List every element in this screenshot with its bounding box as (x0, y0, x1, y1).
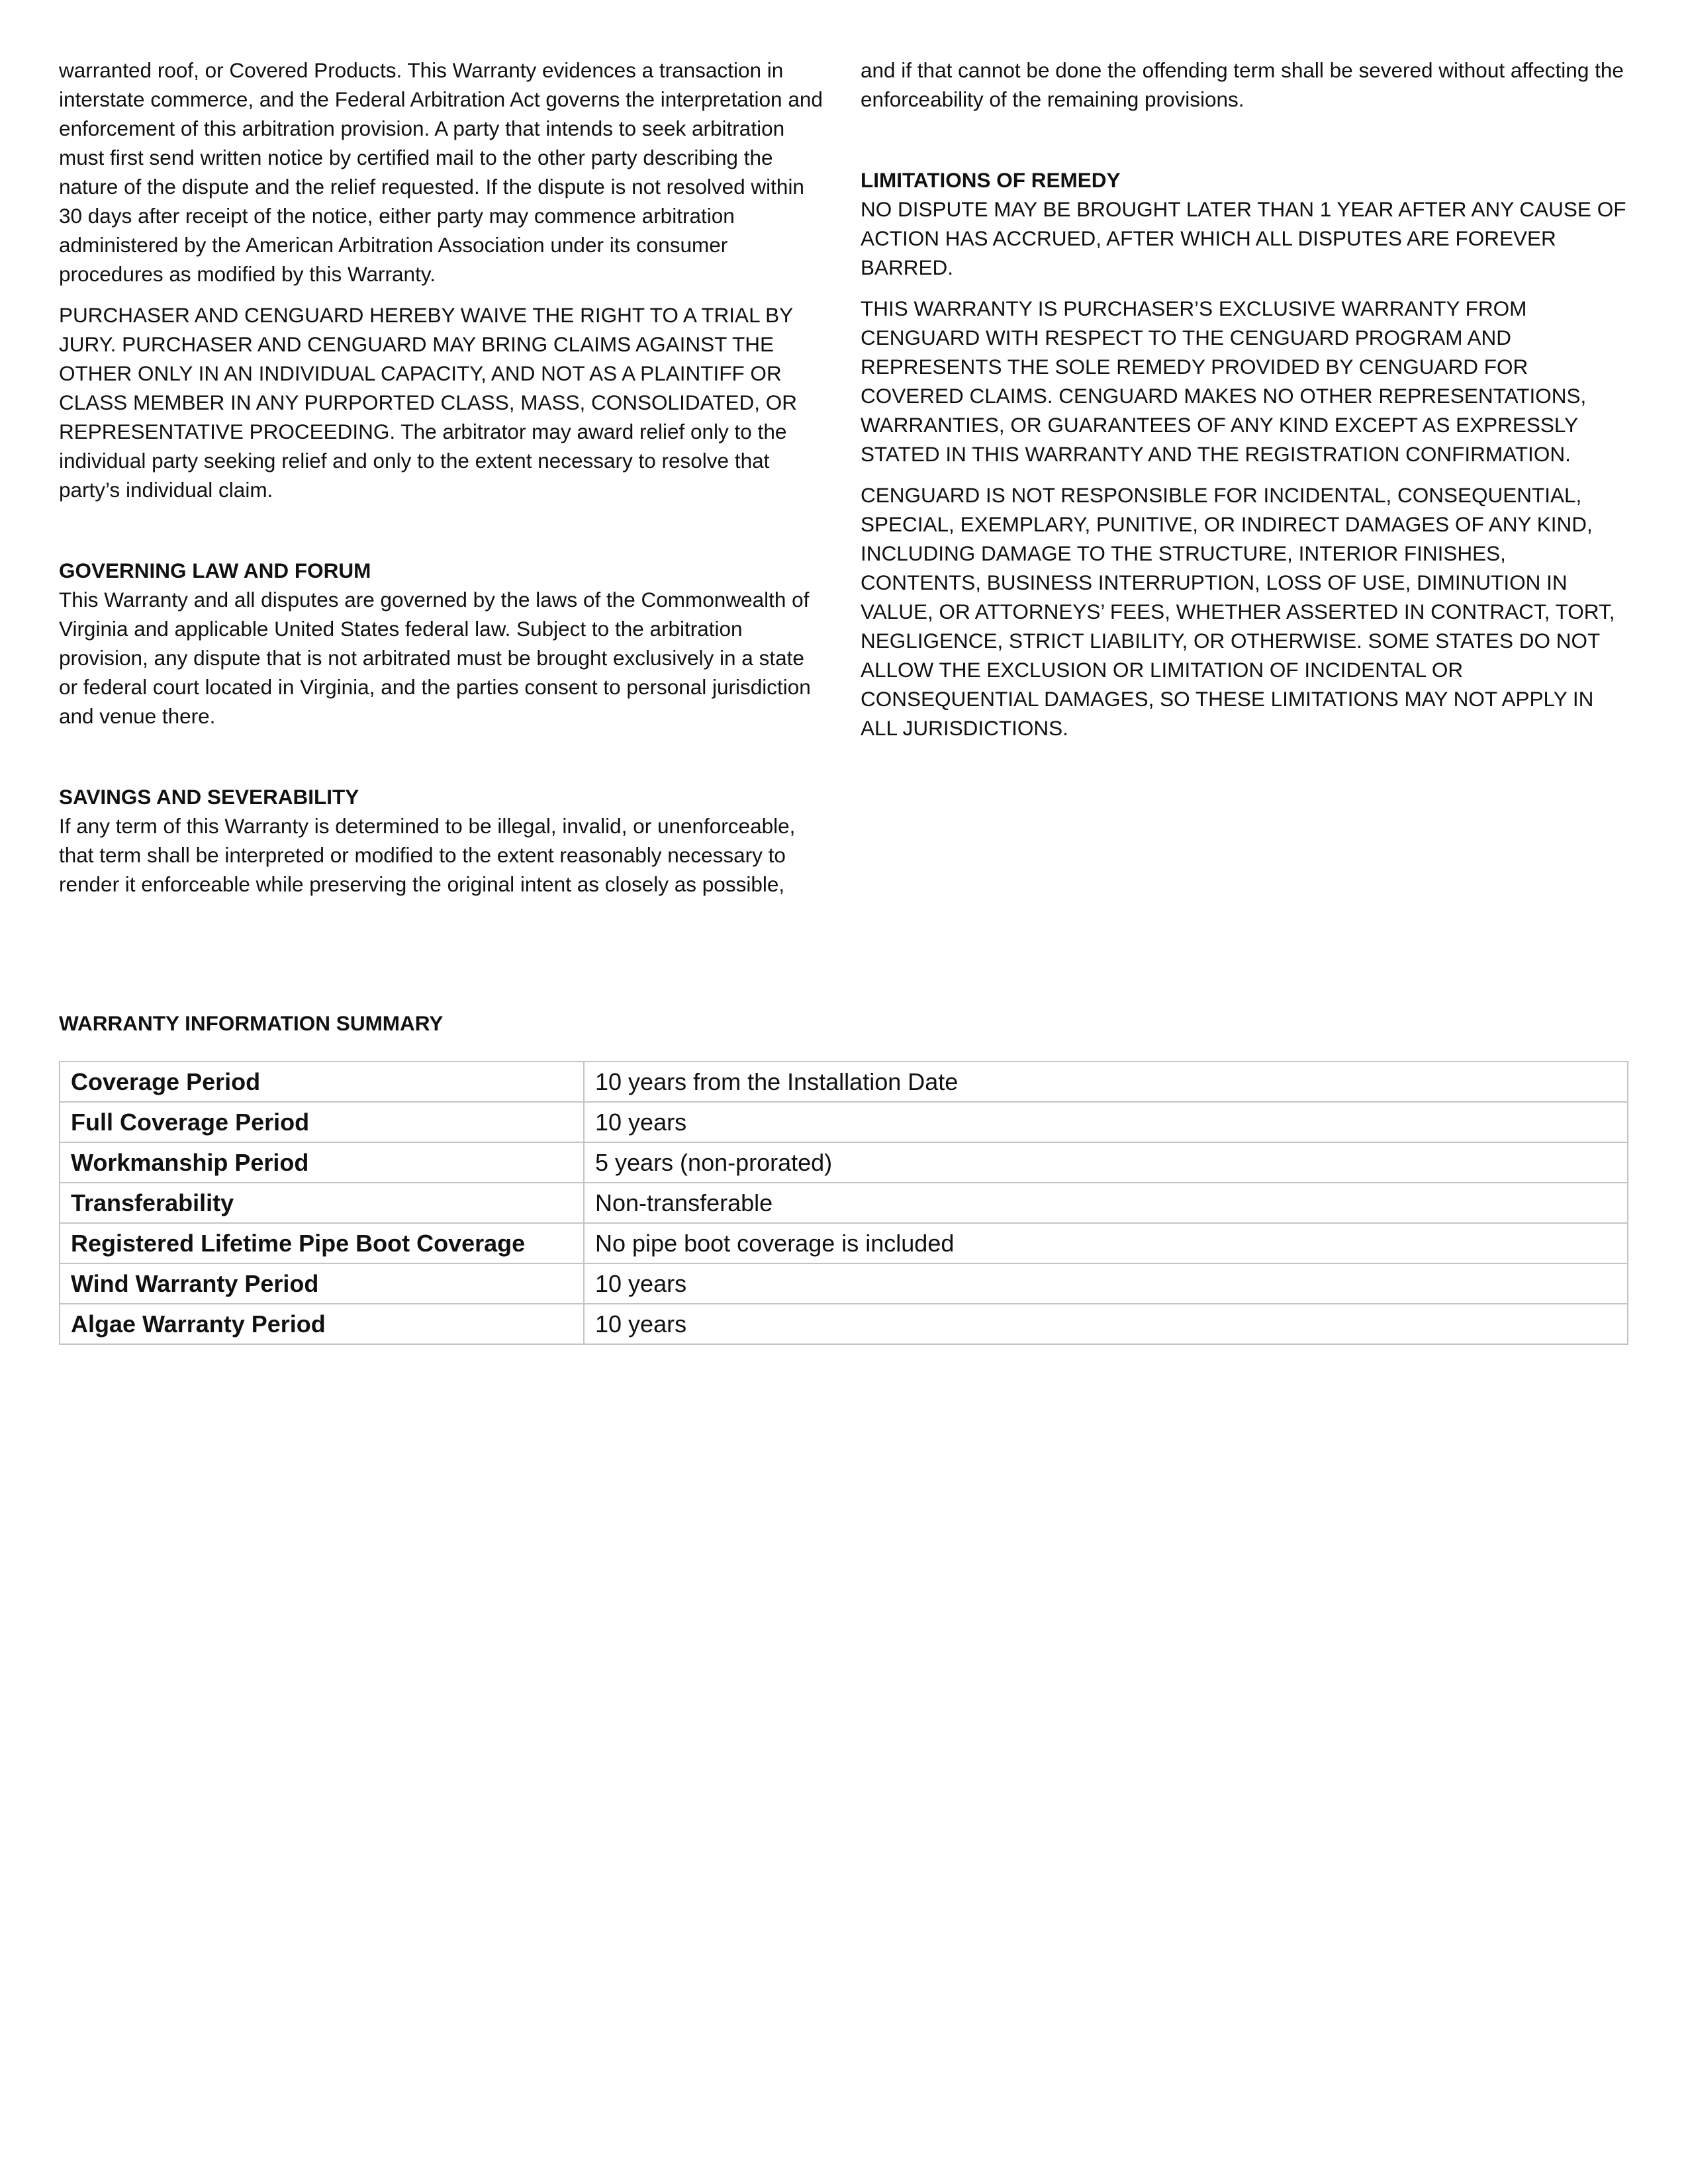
warranty-summary-table (59, 1061, 1628, 1345)
row-value: 10 years (584, 1102, 1628, 1142)
savings-heading: SAVINGS AND SEVERABILITY (59, 785, 359, 809)
jury-waiver-paragraph: PURCHASER AND CENGUARD HEREBY WAIVE THE RIGHT TO A TRIAL BY JURY. PURCHASER AND CENGUARD MAY BRING CLAIMS AGAINST THE OTHER ONLY IN AN INDIVIDUAL CAPACITY, AND NOT AS A PLAINTIFF OR CLASS MEMBER IN ANY PURPORTED CLASS, MASS, CONSOLIDATED, OR REPRESENTATIVE PROCEEDING. The arbitrator may award relief only to the individual party seeking relief and only to the extent necessary to resolve that party’s individual claim. (59, 303, 798, 502)
limitations-text-1: NO DISPUTE MAY BE BROUGHT LATER THAN 1 YEAR AFTER ANY CAUSE OF ACTION HAS ACCRUED, AFTER WHICH ALL DISPUTES ARE FOREVER BARRED. (861, 197, 1626, 279)
table-row (60, 1142, 1628, 1183)
savings-text: If any term of this Warranty is determined to be illegal, invalid, or unenforceable, that term shall be interpreted or modified to the extent reasonably necessary to render it enforceable while preserving the original intent as closely as possible, (59, 814, 796, 896)
section-gap (59, 743, 827, 782)
row-value: Non-transferable (584, 1183, 1628, 1223)
limitations-text-3: CENGUARD IS NOT RESPONSIBLE FOR INCIDENTAL, CONSEQUENTIAL, SPECIAL, EXEMPLARY, PUNITIVE, OR INDIRECT DAMAGES OF ANY KIND, INCLUDING DAMAGE TO THE STRUCTURE, INTERIOR FINISHES, CONTENTS, BUSINESS INTERRUPTION, LOSS OF USE, DIMINUTION IN VALUE, OR ATTORNEYS’ FEES, WHETHER ASSERTED IN CONTRACT, TORT, NEGLIGENCE, STRICT LIABILITY, OR OTHERWISE. SOME STATES DO NOT ALLOW THE EXCLUSION OR LIMITATION OF INCIDENTAL OR CONSEQUENTIAL DAMAGES, SO THESE LIMITATIONS MAY NOT APPLY IN ALL JURISDICTIONS. (861, 483, 1615, 740)
row-label: Wind Warranty Period (60, 1263, 584, 1304)
table-row (60, 1263, 1628, 1304)
table-row (60, 1062, 1628, 1102)
left-column (59, 56, 827, 911)
table-row (60, 1223, 1628, 1263)
row-value: 5 years (non-prorated) (584, 1142, 1628, 1183)
row-value: 10 years from the Installation Date (584, 1062, 1628, 1102)
row-label: Full Coverage Period (60, 1102, 584, 1142)
row-label: Workmanship Period (60, 1142, 584, 1183)
row-label: Coverage Period (60, 1062, 584, 1102)
row-label: Registered Lifetime Pipe Boot Coverage (60, 1223, 584, 1263)
right-column (861, 56, 1628, 754)
row-value: No pipe boot coverage is included (584, 1223, 1628, 1263)
section-gap (59, 516, 827, 556)
limitations-text-2: THIS WARRANTY IS PURCHASER’S EXCLUSIVE WARRANTY FROM CENGUARD WITH RESPECT TO THE CENGUARD PROGRAM AND REPRESENTS THE SOLE REMEDY PROVIDED BY CENGUARD FOR COVERED CLAIMS. CENGUARD MAKES NO OTHER REPRESENTATIONS, WARRANTIES, OR GUARANTEES OF ANY KIND EXCEPT AS EXPRESSLY STATED IN THIS WARRANTY AND THE REGISTRATION CONFIRMATION. (861, 296, 1587, 466)
table-row (60, 1102, 1628, 1142)
limitations-heading: LIMITATIONS OF REMEDY (861, 168, 1121, 192)
summary-title: WARRANTY INFORMATION SUMMARY (59, 1011, 444, 1035)
row-label: Algae Warranty Period (60, 1304, 584, 1344)
arbitration-paragraph: warranted roof, or Covered Products. This Warranty evidences a transaction in interstate commerce, and the Federal Arbitration Act governs the interpretation and enforcement of this arbitration provision. A party that intends to seek arbitration must first send written notice by certified mail to the other party describing the nature of the dispute and the relief requested. If the dispute is not resolved within 30 days after receipt of the notice, either party may commence arbitration administered by the American Arbitration Association under its consumer procedures as modified by this Warranty. (59, 58, 823, 286)
table-row (60, 1304, 1628, 1344)
governing-law-text: This Warranty and all disputes are governed by the laws of the Commonwealth of Virginia and applicable United States federal law. Subject to the arbitration provision, any dispute that is not arbitrated must be brought exclusively in a state or federal court located in Virginia, and the parties consent to personal jurisdiction and venue there. (59, 588, 811, 728)
severability-continuation: and if that cannot be done the offending term shall be severed without affecting the enforceability of the remaining provisions. (861, 58, 1624, 111)
table-row (60, 1183, 1628, 1223)
row-value: 10 years (584, 1263, 1628, 1304)
section-gap (861, 126, 1628, 165)
governing-law-heading: GOVERNING LAW AND FORUM (59, 559, 371, 582)
row-label: Transferability (60, 1183, 584, 1223)
row-value: 10 years (584, 1304, 1628, 1344)
